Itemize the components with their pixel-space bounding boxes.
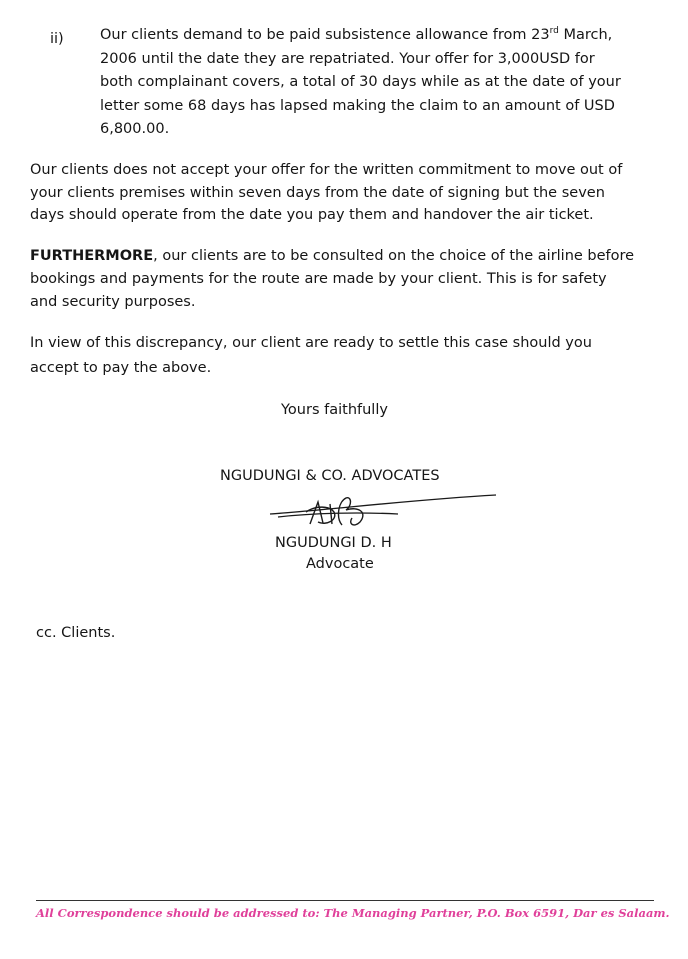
footer-divider xyxy=(36,900,654,901)
paragraph-1-line-1: Our clients does not accept your offer for the written commitment to move out of xyxy=(30,162,623,178)
list-item-label: ii) xyxy=(50,31,64,47)
paragraph-3-line-2: accept to pay the above. xyxy=(30,360,212,376)
paragraph-2-line-3: and security purposes. xyxy=(30,294,196,310)
signature xyxy=(268,490,498,530)
furthermore-emphasis: FURTHERMORE xyxy=(30,248,154,264)
salutation: Yours faithfully xyxy=(281,402,388,418)
signatory-name: NGUDUNGI D. H xyxy=(275,535,392,551)
item-line-3: both complainant covers, a total of 30 days while as at the date of your xyxy=(100,74,621,90)
cc-line: cc. Clients. xyxy=(36,625,116,641)
item-line-5: 6,800.00. xyxy=(100,121,170,137)
paragraph-3-line-1: In view of this discrepancy, our client are ready to settle this case should you xyxy=(30,335,592,351)
paragraph-2-line-1: FURTHERMORE, our clients are to be consulted on the choice of the airline before xyxy=(30,248,635,264)
item-line-2: 2006 until the date they are repatriated. Your offer for 3,000USD for xyxy=(100,51,595,67)
paragraph-2-line-2: bookings and payments for the route are made by your client. This is for safety xyxy=(30,271,607,287)
firm-name: NGUDUNGI & CO. ADVOCATES xyxy=(220,468,440,484)
paragraph-1-line-3: days should operate from the date you pay them and handover the air ticket. xyxy=(30,207,594,223)
signatory-title: Advocate xyxy=(306,556,374,572)
paragraph-1-line-2: your clients premises within seven days from the date of signing but the seven xyxy=(30,185,605,201)
item-line-1: Our clients demand to be paid subsistence allowance from 23rd March, xyxy=(100,26,613,43)
item-line-4: letter some 68 days has lapsed making the claim to an amount of USD xyxy=(100,98,615,114)
footer-address: All Correspondence should be addressed to: The Managing Partner, P.O. Box 6591, Dar es Salaam. xyxy=(36,906,670,920)
